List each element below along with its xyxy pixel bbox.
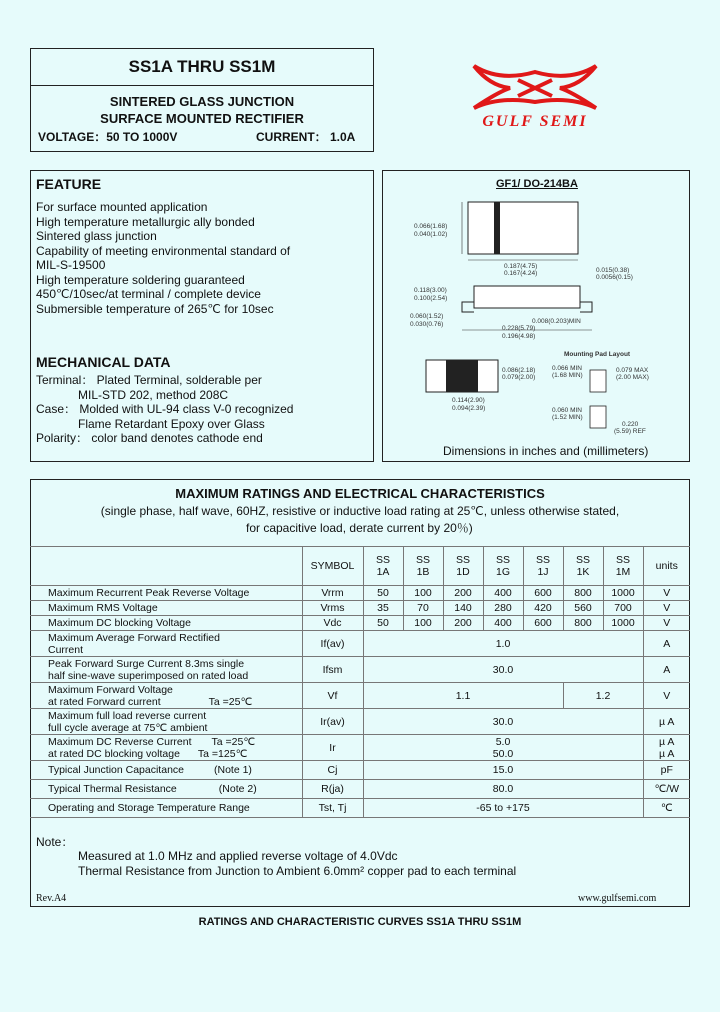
- part-header: SS 1M: [603, 547, 643, 586]
- dim-label: 0.196(4.98): [502, 333, 536, 340]
- dim-label: 0.086(2.18): [502, 367, 536, 374]
- cell-value: 200: [443, 616, 483, 631]
- row-label: Maximum Average Forward Rectified Current: [30, 631, 302, 657]
- ratings-title: MAXIMUM RATINGS AND ELECTRICAL CHARACTERISTICS: [175, 486, 545, 501]
- table-row-vrms: [30, 601, 690, 616]
- cathode-band: [494, 202, 500, 254]
- feature-item: High temperature metallurgic ally bonded: [36, 214, 255, 229]
- dim-label: 0.066(1.68): [414, 223, 448, 230]
- part-header: SS 1K: [563, 547, 603, 586]
- dim-label: (5.59) REF: [614, 428, 646, 435]
- dim-label: 0.114(2.90): [452, 397, 485, 404]
- cell-value: 1.0: [363, 631, 643, 657]
- cell-value: 15.0: [363, 761, 643, 780]
- ratings-note-1: (single phase, half wave, 60HZ, resistive or inductive load rating at 25℃, unless otherwise stated,: [100, 504, 620, 518]
- row-symbol: Tst, Tj: [302, 799, 363, 818]
- cell-value: 800: [563, 586, 603, 601]
- cell-value: 70: [403, 601, 443, 616]
- mechanical-title: MECHANICAL DATA: [36, 354, 171, 370]
- dim-label: 0.060 MIN: [552, 407, 582, 414]
- cell-value: 140: [443, 601, 483, 616]
- feature-title: FEATURE: [36, 176, 102, 192]
- table-row-ifav: [30, 631, 690, 657]
- logo-text: GULF SEMI: [482, 113, 588, 130]
- package-top-view: [468, 202, 578, 254]
- row-unit: µ A: [643, 709, 690, 735]
- row-label: Maximum Recurrent Peak Reverse Voltage: [30, 586, 302, 601]
- row-unit: µ A µ A: [643, 735, 690, 761]
- part-header: SS 1A: [363, 547, 403, 586]
- row-symbol: Cj: [302, 761, 363, 780]
- notes-title: Note：: [36, 835, 74, 849]
- cell-value: 100: [403, 586, 443, 601]
- dim-label: 0.079(2.00): [502, 374, 536, 381]
- logo-mark: [474, 66, 596, 108]
- revision: Rev.A4: [36, 893, 67, 904]
- row-symbol: Ifsm: [302, 657, 363, 683]
- cell-value: 280: [483, 601, 523, 616]
- row-symbol: Ir: [302, 735, 363, 761]
- subtitle-line-1: SINTERED GLASS JUNCTION: [109, 94, 295, 109]
- mounting-pad: [590, 370, 606, 392]
- units-header: units: [643, 547, 690, 586]
- ratings-table: [30, 546, 690, 818]
- table-row-ir: [30, 735, 690, 761]
- dim-label: (1.68 MIN): [552, 372, 583, 379]
- cell-value: 1.2: [563, 683, 643, 709]
- curves-title: RATINGS AND CHARACTERISTIC CURVES SS1A THRU SS1M: [198, 916, 522, 928]
- cell-value: 1000: [603, 586, 643, 601]
- feature-item: Sintered glass junction: [36, 229, 157, 243]
- row-unit: V: [643, 616, 690, 631]
- dim-label: 0.015(0.38): [596, 267, 630, 274]
- dim-label: 0.094(2.39): [452, 405, 486, 412]
- dimensions-caption: Dimensions in inches and (millimeters): [443, 444, 649, 458]
- feature-item: Submersible temperature of 265℃ for 10sec: [36, 301, 274, 316]
- part-header: SS 1J: [523, 547, 563, 586]
- cell-value: 400: [483, 616, 523, 631]
- header-blank: [30, 547, 302, 586]
- dim-label: (1.52 MIN): [552, 414, 583, 421]
- ratings-note-2: for capacitive load, derate current by 20％): [246, 521, 473, 535]
- dim-label: 0.187(4.75): [504, 263, 538, 270]
- table-row-vrrm: [30, 586, 690, 601]
- mounting-pad: [590, 406, 606, 428]
- dim-label: 0.079 MAX: [616, 367, 649, 374]
- feature-item: 450℃/10sec/at terminal / complete device: [36, 287, 261, 301]
- row-unit: V: [643, 601, 690, 616]
- cell-value: 30.0: [363, 657, 643, 683]
- row-label: Maximum full load reverse current full cycle average at 75℃ ambient: [30, 709, 302, 735]
- cell-value: 5.0 50.0: [363, 735, 643, 761]
- dim-label: 0.030(0.76): [410, 321, 444, 328]
- cell-value: 80.0: [363, 780, 643, 799]
- feature-list: [36, 200, 290, 316]
- table-row-ifsm: [30, 657, 690, 683]
- cell-value: 700: [603, 601, 643, 616]
- row-label: Maximum Forward Voltage at rated Forward current Ta =25℃: [30, 683, 302, 709]
- feature-item: MIL-S-19500: [36, 258, 106, 272]
- row-unit: V: [643, 586, 690, 601]
- table-row-vdc: [30, 616, 690, 631]
- pad-title: Mounting Pad Layout: [564, 351, 631, 358]
- row-label: Operating and Storage Temperature Range: [30, 799, 302, 818]
- dim-label: 0.008(0.203)MIN: [532, 318, 581, 325]
- note-1: Measured at 1.0 MHz and applied reverse voltage of 4.0Vdc: [78, 849, 398, 863]
- cell-value: 30.0: [363, 709, 643, 735]
- row-unit: A: [643, 657, 690, 683]
- voltage-rating: VOLTAGE：50 TO 1000V: [38, 130, 178, 144]
- cell-value: 200: [443, 586, 483, 601]
- dim-label: 0.040(1.02): [414, 231, 448, 238]
- cell-value: 35: [363, 601, 403, 616]
- part-header: SS 1B: [403, 547, 443, 586]
- row-label: Maximum DC Reverse Current Ta =25℃ at rated DC blocking voltage Ta =125℃: [30, 735, 302, 761]
- package-outline-drawing: [384, 190, 688, 440]
- cell-value: 50: [363, 616, 403, 631]
- feature-item: For surface mounted application: [36, 200, 208, 214]
- dim-label: 0.220: [622, 421, 639, 428]
- mechanical-line: Polarity： color band denotes cathode end: [36, 431, 263, 445]
- cell-value: 420: [523, 601, 563, 616]
- mechanical-line: Terminal： Plated Terminal, solderable per: [36, 373, 262, 387]
- row-unit: pF: [643, 761, 690, 780]
- current-rating: CURRENT： 1.0A: [256, 130, 356, 144]
- mechanical-line: MIL-STD 202, method 208C: [78, 387, 229, 402]
- row-symbol: Vrrm: [302, 586, 363, 601]
- cell-value: 600: [523, 616, 563, 631]
- row-unit: ℃/W: [643, 780, 690, 799]
- table-row-temp: [30, 799, 690, 818]
- row-label: Typical Junction Capacitance (Note 1): [30, 761, 302, 780]
- feature-item: High temperature soldering guaranteed: [36, 272, 245, 287]
- row-symbol: Vf: [302, 683, 363, 709]
- row-label: Typical Thermal Resistance (Note 2): [30, 780, 302, 799]
- package-title: GF1/ DO-214BA: [496, 178, 578, 190]
- dim-label: (2.00 MAX): [616, 374, 649, 381]
- table-row-irav: [30, 709, 690, 735]
- row-symbol: If(av): [302, 631, 363, 657]
- table-header-row: [30, 547, 690, 586]
- row-unit: A: [643, 631, 690, 657]
- subtitle-line-2: SURFACE MOUNTED RECTIFIER: [100, 111, 304, 126]
- cell-value: 560: [563, 601, 603, 616]
- mechanical-line: Flame Retardant Epoxy over Glass: [78, 416, 265, 431]
- cell-value: 1.1: [363, 683, 563, 709]
- feature-item: Capability of meeting environmental standard of: [36, 243, 291, 258]
- mechanical-line: Case： Molded with UL-94 class V-0 recognized: [36, 402, 294, 416]
- dim-label: 0.118(3.00): [414, 287, 447, 294]
- gulf-semi-logo: [460, 52, 610, 132]
- row-label: Peak Forward Surge Current 8.3ms single half sine-wave superimposed on rated load: [30, 657, 302, 683]
- dim-label: 0.100(2.54): [414, 295, 448, 302]
- website: www.gulfsemi.com: [578, 893, 657, 904]
- part-header: SS 1D: [443, 547, 483, 586]
- dim-label: 0.228(5.79): [502, 325, 536, 332]
- note-2: Thermal Resistance from Junction to Ambient 6.0mm² copper pad to each terminal: [78, 864, 517, 878]
- row-unit: V: [643, 683, 690, 709]
- cell-value: 50: [363, 586, 403, 601]
- table-row-vf: [30, 683, 690, 709]
- part-range-title: SS1A THRU SS1M: [128, 57, 276, 76]
- row-unit: ℃: [643, 799, 690, 818]
- row-symbol: R(ja): [302, 780, 363, 799]
- row-label: Maximum RMS Voltage: [30, 601, 302, 616]
- cell-value: 600: [523, 586, 563, 601]
- cell-value: 800: [563, 616, 603, 631]
- row-symbol: Vrms: [302, 601, 363, 616]
- dim-label: 0.0056(0.15): [596, 274, 633, 281]
- dim-label: 0.167(4.24): [504, 270, 538, 277]
- symbol-header: SYMBOL: [302, 547, 363, 586]
- dim-label: 0.066 MIN: [552, 365, 582, 372]
- mechanical-list: [36, 373, 293, 446]
- dim-label: 0.060(1.52): [410, 313, 444, 320]
- cell-value: -65 to +175: [363, 799, 643, 818]
- package-side-view: [474, 286, 580, 308]
- row-label: Maximum DC blocking Voltage: [30, 616, 302, 631]
- table-row-rja: [30, 780, 690, 799]
- cell-value: 400: [483, 586, 523, 601]
- row-symbol: Vdc: [302, 616, 363, 631]
- table-row-cj: [30, 761, 690, 780]
- row-symbol: Ir(av): [302, 709, 363, 735]
- part-header: SS 1G: [483, 547, 523, 586]
- cell-value: 100: [403, 616, 443, 631]
- cell-value: 1000: [603, 616, 643, 631]
